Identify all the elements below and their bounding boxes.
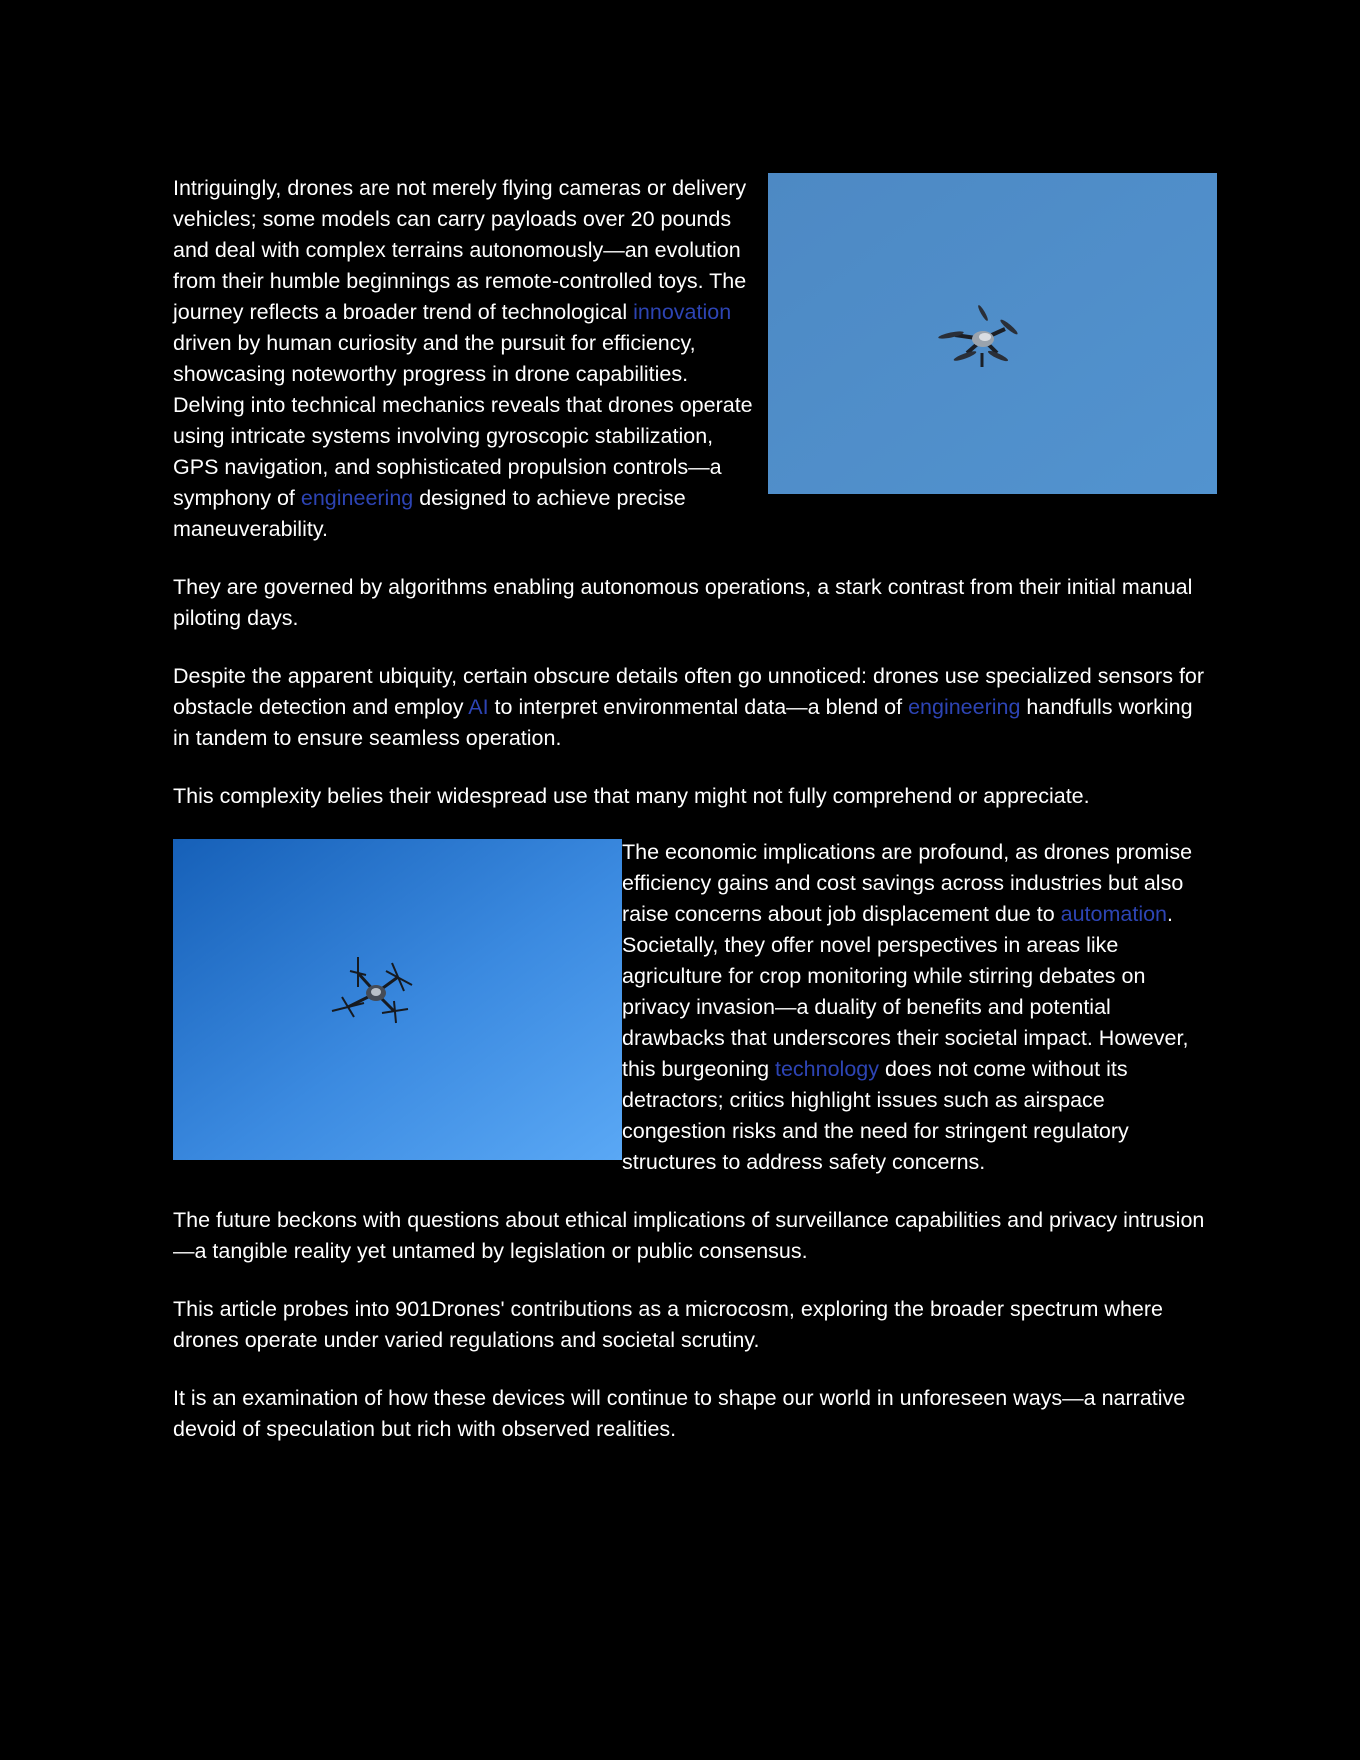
link-automation[interactable]: automation	[1060, 902, 1168, 926]
text-span: to interpret environmental data—a blend of	[488, 695, 909, 719]
drone-photo-2	[173, 839, 622, 1160]
text-span: designed to achieve precise maneuverability.	[173, 486, 686, 541]
section-intro	[173, 173, 1214, 545]
text-span: driven by human curiosity and the pursuit for efficiency, showcasing noteworthy progress in drone capabilities. Delving into technical mechanics reveals that drones operate using intricate systems involving gyroscopic stabilization, GPS navigation, and sophisticated propulsion controls—a symphony of	[173, 331, 753, 510]
text-span: . Societally, they offer novel perspectives in areas like agriculture for crop monitoring while stirring debates on privacy invasion—a duality of benefits and potential drawbacks that underscores their societal impact. However, this burgeoning	[622, 902, 1189, 1081]
article-body	[173, 173, 1214, 1445]
paragraph-economic	[622, 837, 1214, 1178]
link-technology[interactable]: technology	[775, 1057, 879, 1081]
paragraph-complexity: This complexity belies their widespread use that many might not fully comprehend or appreciate.	[173, 784, 1090, 808]
text-span: Despite the apparent ubiquity, certain obscure details often go unnoticed: drones use specialized sensors for obstacle detection and employ	[173, 664, 1205, 719]
paragraph-intro	[173, 173, 756, 545]
paragraph-901drones: This article probes into 901Drones' contributions as a microcosm, exploring the broader spectrum where drones operate under varied regulations and societal scrutiny.	[173, 1297, 1163, 1352]
paragraph-examination: It is an examination of how these devices will continue to shape our world in unforeseen ways—a narrative devoid of speculation but rich with observed realities.	[173, 1386, 1186, 1441]
section-economic	[173, 839, 1214, 1178]
text-span: The economic implications are profound, as drones promise efficiency gains and cost savings across industries but also raise concerns about job displacement due to	[622, 840, 1193, 926]
drone-photo-2-image	[173, 839, 622, 1160]
text-span: handfulls working in tandem to ensure seamless operation.	[173, 695, 1193, 750]
drone-photo-1	[768, 173, 1217, 494]
paragraph-algorithms: They are governed by algorithms enabling autonomous operations, a stark contrast from their initial manual piloting days.	[173, 575, 1193, 630]
link-ai[interactable]: AI	[468, 695, 489, 719]
paragraph-future: The future beckons with questions about ethical implications of surveillance capabilities and privacy intrusion—a tangible reality yet untamed by legislation or public consensus.	[173, 1208, 1205, 1263]
text-span: does not come without its detractors; critics highlight issues such as airspace congestion risks and the need for stringent regulatory structures to address safety concerns.	[622, 1057, 1129, 1174]
drone-photo-1-image	[768, 173, 1217, 494]
link-engineering[interactable]: engineering	[300, 486, 414, 510]
link-engineering-2[interactable]: engineering	[908, 695, 1021, 719]
text-span: Intriguingly, drones are not merely flying cameras or delivery vehicles; some models can carry payloads over 20 pounds and deal with complex terrains autonomously—an evolution from their humble beginnings as remote-controlled toys. The journey reflects a broader trend of technological	[173, 176, 747, 324]
paragraph-sensors	[173, 661, 1214, 754]
link-innovation[interactable]: innovation	[633, 300, 732, 324]
